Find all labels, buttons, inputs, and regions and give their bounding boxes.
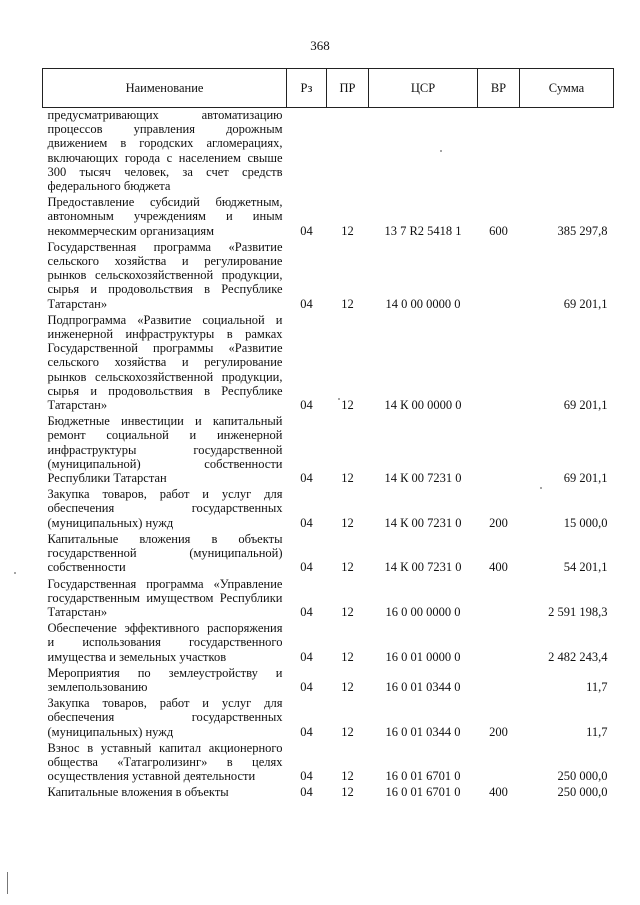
row-csr: [369, 108, 478, 196]
table-row: [43, 666, 614, 696]
row-rz: 04: [300, 724, 313, 739]
row-name: Капитальные вложения в объекты: [47, 785, 229, 800]
header-rz: Рз: [287, 69, 327, 108]
table-row: [43, 741, 614, 786]
table-row: [43, 621, 614, 666]
table-row: [43, 487, 614, 532]
row-name: Мероприятия по землеустройству и землепользованию: [47, 665, 283, 694]
row-rz: 04: [300, 296, 313, 311]
row-name: Государственная программа «Управление государственным имуществом Республики Татарстан»: [47, 576, 283, 619]
row-pr: 12: [341, 471, 354, 486]
row-sum: 11,7: [586, 724, 608, 739]
row-csr: 14 К 00 7231 0: [384, 471, 462, 486]
row-rz: [287, 108, 327, 196]
row-csr: 14 К 00 7231 0: [384, 515, 462, 530]
row-vr: [478, 108, 520, 196]
budget-table: [42, 68, 614, 802]
row-rz: 04: [300, 471, 313, 486]
row-csr: 16 0 01 6701 0: [385, 785, 461, 800]
table-row: [43, 785, 614, 801]
scan-speck: [440, 150, 442, 152]
page-number: 368: [310, 38, 330, 53]
table-header: [43, 69, 614, 108]
row-sum: 250 000,0: [557, 769, 608, 784]
table-row: [43, 313, 614, 414]
row-csr: 16 0 00 0000 0: [385, 604, 461, 619]
row-pr: 12: [341, 785, 354, 800]
row-vr: [478, 577, 520, 622]
row-name: Обеспечение эффективного распоряжения и использования государственного имущества и земельных участков: [47, 621, 283, 664]
header-sum: Сумма: [520, 69, 614, 108]
row-csr: 14 К 00 7231 0: [384, 560, 462, 575]
row-csr: 14 К 00 0000 0: [384, 398, 462, 413]
row-sum: [520, 108, 614, 196]
row-name: Закупка товаров, работ и услуг для обеспечения государственных (муниципальных) нужд: [47, 487, 283, 530]
row-vr: 200: [489, 724, 508, 739]
row-pr: 12: [341, 296, 354, 311]
row-vr: 200: [489, 515, 508, 530]
scan-edge-mark: [7, 872, 8, 894]
row-rz: 04: [300, 679, 313, 694]
row-rz: 04: [300, 649, 313, 664]
row-pr: 12: [341, 398, 354, 413]
row-sum: 54 201,1: [563, 560, 608, 575]
row-sum: 2 591 198,3: [548, 604, 608, 619]
row-name: Государственная программа «Развитие сельского хозяйства и регулирование рынков сельскохозяйственной продукции, сырья и продовольствия в Республике Татарстан»: [47, 239, 283, 311]
row-rz: 04: [300, 560, 313, 575]
row-sum: 69 201,1: [563, 398, 608, 413]
row-name: Капитальные вложения в объекты государственной (муниципальной) собственности: [47, 531, 283, 575]
row-name: Закупка товаров, работ и услуг для обеспечения государственных (муниципальных) нужд: [47, 696, 283, 739]
scan-speck: [540, 487, 542, 489]
row-csr: 14 0 00 0000 0: [385, 296, 461, 311]
table-row: [43, 108, 614, 196]
row-vr: [478, 666, 520, 696]
row-vr: 600: [489, 223, 508, 238]
table-row: [43, 577, 614, 622]
row-name: предусматривающих автоматизацию процессов управления дорожным движением в городских агломерациях, включающих города с населением свыше 300 тысяч человек, за счет средств федерального бюджета: [47, 108, 283, 194]
row-sum: 2 482 243,4: [548, 649, 608, 664]
header-name: Наименование: [43, 69, 287, 108]
row-name: Взнос в уставный капитал акционерного общества «Татагролизинг» в целях осуществления уставной деятельности: [47, 740, 283, 784]
header-vr: ВР: [478, 69, 520, 108]
row-rz: 04: [300, 398, 313, 413]
row-pr: 12: [341, 515, 354, 530]
row-vr: [478, 313, 520, 414]
row-rz: 04: [300, 515, 313, 530]
row-rz: 04: [300, 769, 313, 784]
row-name: Подпрограмма «Развитие социальной и инженерной инфраструктуры в рамках Государственной программы «Развитие сельского хозяйства и регулирование рынков сельскохозяйственной продукции, сырья и продовольствия в Республике Татарстан»: [47, 312, 283, 413]
row-pr: 12: [341, 223, 354, 238]
row-rz: 04: [300, 604, 313, 619]
header-pr: ПР: [327, 69, 369, 108]
row-pr: [327, 108, 369, 196]
table-row: [43, 414, 614, 487]
row-sum: 385 297,8: [557, 223, 608, 238]
row-pr: 12: [341, 560, 354, 575]
row-csr: 13 7 R2 5418 1: [384, 223, 462, 238]
scan-speck: [14, 572, 16, 574]
row-pr: 12: [341, 604, 354, 619]
row-csr: 16 0 01 0000 0: [385, 649, 461, 664]
table-row: [43, 240, 614, 313]
row-vr: [478, 414, 520, 487]
row-csr: 16 0 01 6701 0: [385, 769, 461, 784]
row-name: Предоставление субсидий бюджетным, автономным учреждениям и иным некоммерческим организациям: [47, 195, 283, 238]
row-vr: 400: [489, 560, 508, 575]
row-csr: 16 0 01 0344 0: [385, 724, 461, 739]
row-sum: 69 201,1: [563, 296, 608, 311]
row-sum: 15 000,0: [563, 515, 608, 530]
header-csr: ЦСР: [369, 69, 478, 108]
row-sum: 69 201,1: [563, 471, 608, 486]
row-vr: [478, 240, 520, 313]
row-vr: [478, 741, 520, 786]
row-pr: 12: [341, 649, 354, 664]
row-sum: 250 000,0: [557, 785, 608, 800]
row-rz: 04: [300, 785, 313, 800]
row-rz: 04: [300, 223, 313, 238]
row-csr: 16 0 01 0344 0: [385, 679, 461, 694]
row-sum: 11,7: [586, 679, 608, 694]
row-pr: 12: [341, 679, 354, 694]
row-vr: 400: [489, 785, 508, 800]
table-row: [43, 195, 614, 240]
table-body: [43, 108, 614, 802]
scan-speck: [338, 398, 340, 400]
row-name: Бюджетные инвестиции и капитальный ремонт социальной и инженерной инфраструктуры государственной (муниципальной) собственности Республики Татарстан: [47, 414, 283, 486]
table-row: [43, 532, 614, 577]
table-row: [43, 696, 614, 741]
row-pr: 12: [341, 769, 354, 784]
row-vr: [478, 621, 520, 666]
row-pr: 12: [341, 724, 354, 739]
